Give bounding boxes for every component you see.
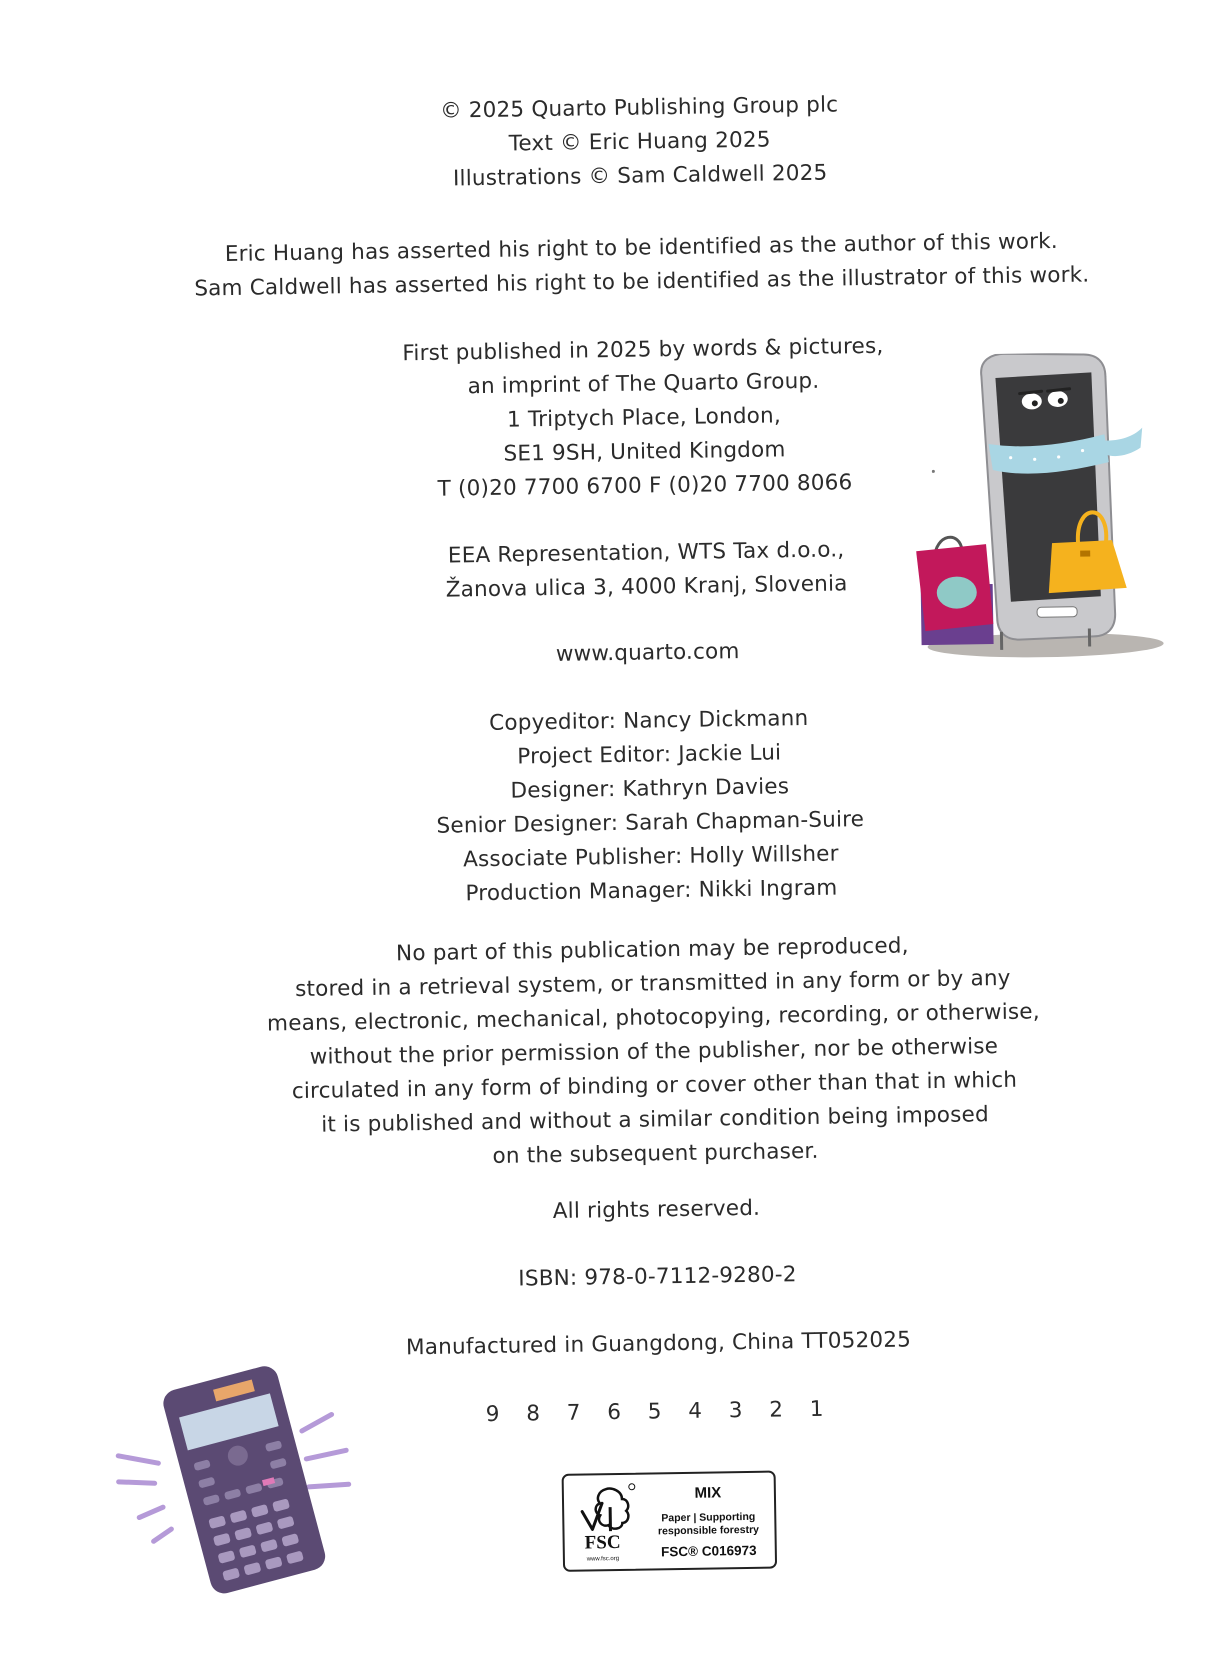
publisher-line: 1 Triptych Place, London,: [506, 403, 782, 433]
eea-line: EEA Representation, WTS Tax d.o.o.,: [447, 537, 845, 569]
isbn-text: ISBN: 978-0-7112-9280-2: [518, 1262, 797, 1292]
fsc-description-line: responsible forestry: [657, 1523, 760, 1538]
credit-line: Senior Designer: Sarah Chapman-Suire: [436, 807, 865, 839]
copyright-line: © 2025 Quarto Publishing Group plc: [439, 92, 839, 124]
calculator-illustration: [109, 1353, 413, 1608]
assertion-line: Sam Caldwell has asserted his right to be identified as the illustrator of this work.: [194, 262, 1090, 302]
fsc-description: [646, 1511, 770, 1539]
copyright-line: Illustrations © Sam Caldwell 2025: [452, 160, 828, 192]
rights-line: on the subsequent purchaser.: [492, 1138, 819, 1169]
fsc-mix: MIX: [694, 1484, 722, 1502]
copyright-block: [139, 84, 1140, 202]
calculator-body: [160, 1363, 328, 1596]
rights-line: it is published and without a similar condition being imposed: [321, 1102, 990, 1138]
magenta-shopping-bag: [916, 537, 994, 646]
assertion-line: Eric Huang has asserted his right to be identified as the author of this work.: [224, 228, 1059, 268]
credit-line: Associate Publisher: Holly Willsher: [462, 841, 839, 873]
rights-line: circulated in any form of binding or cover other than that in which: [291, 1067, 1018, 1105]
phone-character-illustration: [913, 351, 1208, 666]
credit-line: Project Editor: Jackie Lui: [517, 740, 782, 770]
rights-line: No part of this publication may be reproduced,: [395, 933, 909, 967]
rights-line: without the prior permission of the publisher, nor be otherwise: [309, 1033, 999, 1070]
website-link[interactable]: www.quarto.com: [555, 638, 740, 667]
rights-line: stored in a retrieval system, or transmitted in any form or by any: [294, 965, 1011, 1003]
manufacture-text: Manufactured in Guangdong, China TT052025: [405, 1327, 912, 1361]
phone-body: [981, 352, 1116, 650]
fsc-url: www.fsc.org: [586, 1555, 620, 1563]
rights-line: means, electronic, mechanical, photocopying, recording, or otherwise,: [266, 999, 1040, 1037]
assertion-block: [141, 224, 1142, 308]
credit-line: Production Manager: Nikki Ingram: [465, 875, 838, 907]
fsc-label: [562, 1471, 778, 1572]
credit-line: Designer: Kathryn Davies: [510, 774, 790, 804]
all-rights-reserved: [156, 1186, 1156, 1236]
fsc-description-line: Paper | Supporting: [661, 1510, 756, 1525]
publisher-line: T (0)20 7700 6700 F (0)20 7700 8066: [437, 470, 853, 502]
credit-line: Copyeditor: Nancy Dickmann: [489, 705, 809, 736]
credits-block: [149, 697, 1152, 917]
publisher-line: SE1 9SH, United Kingdom: [503, 437, 786, 467]
publisher-line: an imprint of The Quarto Group.: [467, 368, 820, 400]
copyright-line: Text © Eric Huang 2025: [508, 127, 771, 157]
publisher-line: First published in 2025 by words & pictures,: [402, 333, 884, 367]
fsc-license: FSC® C016973: [660, 1542, 757, 1560]
eea-line: Žanova ulica 3, 4000 Kranj, Slovenia: [445, 571, 848, 603]
rights-notice-block: [152, 926, 1156, 1180]
print-line: 9 8 7 6 5 4 3 2 1: [485, 1396, 834, 1428]
isbn-block: [157, 1253, 1157, 1303]
all-rights-text: All rights reserved.: [552, 1195, 761, 1224]
fsc-logo-text: FSC: [584, 1531, 621, 1554]
